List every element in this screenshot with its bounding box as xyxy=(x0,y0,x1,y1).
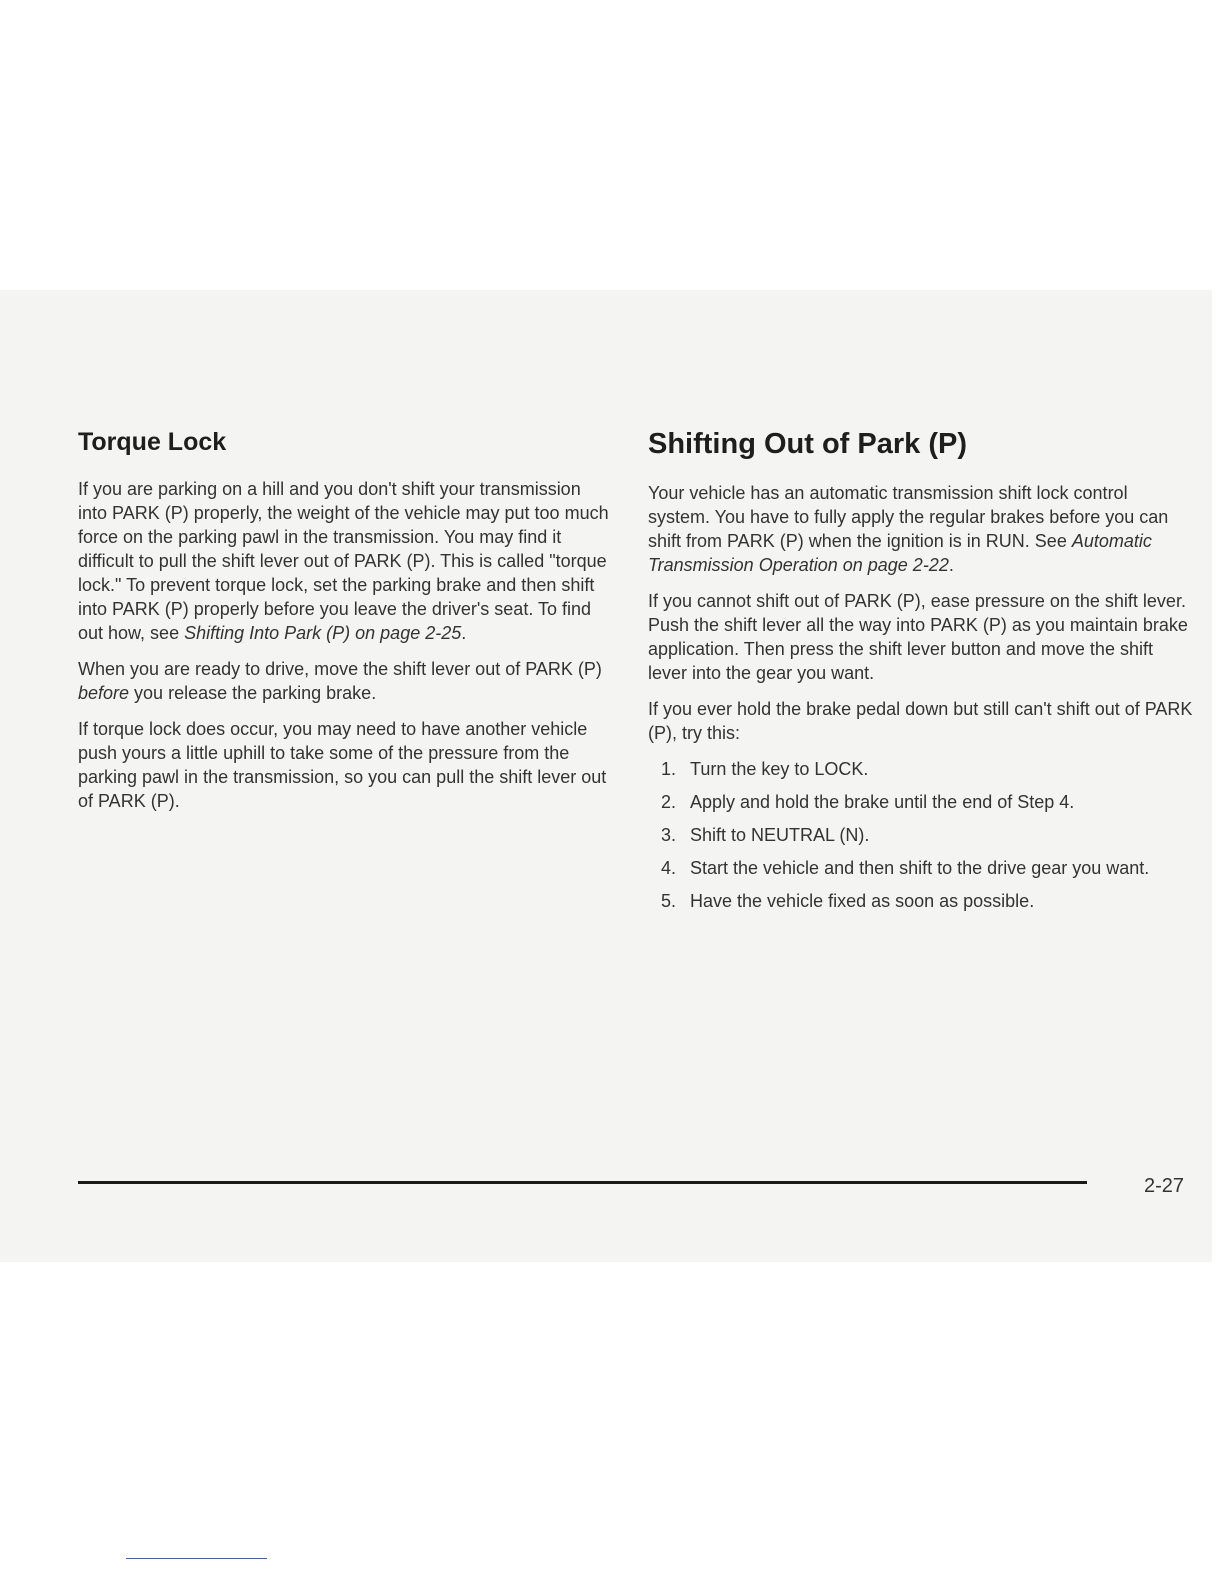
shifting-out-of-park-heading: Shifting Out of Park (P) xyxy=(648,428,967,460)
torque-lock-paragraph-1: If you are parking on a hill and you don't shift your transmission into PARK (P) properly, the weight of the vehicle may put too much force on the parking pawl in the transmission. You may find it difficult to pull the shift lever out of PARK (P). This is called "torque lock." To prevent torque lock, set the parking brake and then shift into PARK (P) properly before you leave the driver's seat. To find out how, see Shifting Into Park (P) on page 2-25. xyxy=(78,479,609,643)
list-item: 1. Turn the key to LOCK. xyxy=(661,759,869,779)
torque-lock-paragraph-3: If torque lock does occur, you may need to have another vehicle push yours a little uphill to take some of the pressure from the parking pawl in the transmission, so you can pull the shift lever out of PARK (P). xyxy=(78,719,607,811)
footer-rule xyxy=(78,1181,1087,1184)
automatic-transmission-reference: Automatic Transmission Operation on page 2-22 xyxy=(648,531,1152,575)
list-item: 5. Have the vehicle fixed as soon as possible. xyxy=(661,891,1035,911)
bottom-link-underline xyxy=(126,1558,267,1559)
list-item: 2. Apply and hold the brake until the end of Step 4. xyxy=(661,792,1075,812)
page-number: 2-27 xyxy=(1144,1175,1185,1197)
torque-lock-heading: Torque Lock xyxy=(78,428,227,456)
shift-out-paragraph-3: If you ever hold the brake pedal down but still can't shift out of PARK (P), try this: xyxy=(648,699,1193,743)
list-item: 3. Shift to NEUTRAL (N). xyxy=(661,825,870,845)
left-column xyxy=(78,428,613,825)
torque-lock-paragraph-2: When you are ready to drive, move the shift lever out of PARK (P) before you release the parking brake. xyxy=(78,659,602,703)
steps-list xyxy=(648,757,1193,913)
list-item: 4. Start the vehicle and then shift to the drive gear you want. xyxy=(661,858,1150,878)
shift-out-paragraph-1: Your vehicle has an automatic transmission shift lock control system. You have to fully apply the regular brakes before you can shift from PARK (P) when the ignition is in RUN. See Automatic Transmission Operation on page 2-22. xyxy=(648,483,1169,575)
right-column xyxy=(648,428,1193,922)
shifting-into-park-reference: Shifting Into Park (P) on page 2-25 xyxy=(184,623,462,643)
shift-out-paragraph-2: If you cannot shift out of PARK (P), ease pressure on the shift lever. Push the shift lever all the way into PARK (P) as you maintain brake application. Then press the shift lever button and move the shift lever into the gear you want. xyxy=(648,591,1188,683)
